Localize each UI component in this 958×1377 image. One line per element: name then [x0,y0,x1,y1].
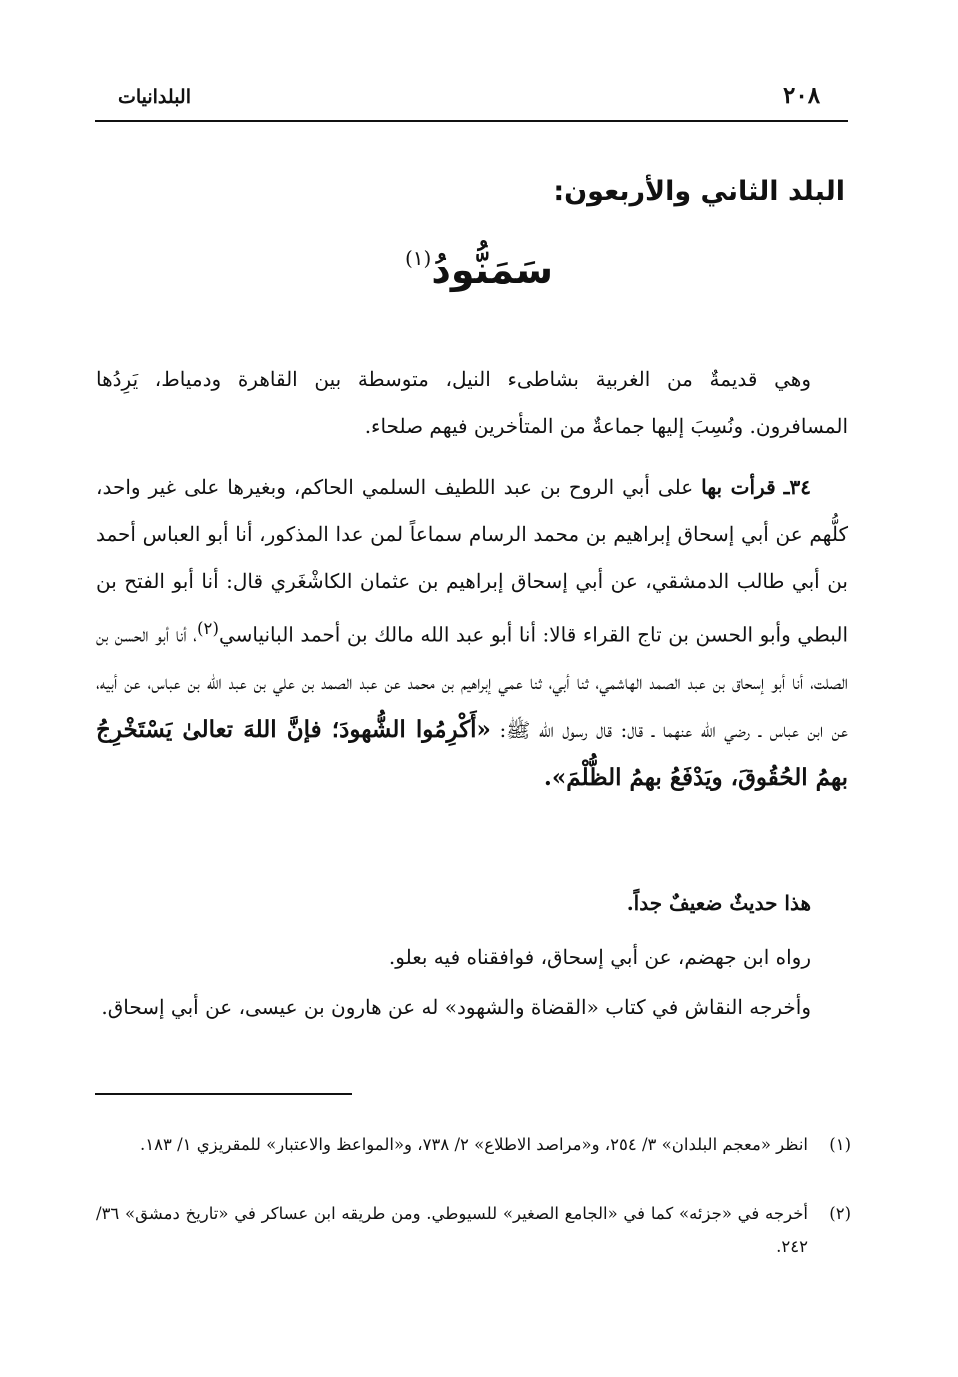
header-divider [95,120,848,122]
takhrij-note: وأخرجه النقاش في كتاب «القضاة والشهود» له عن هارون بن عيسى، عن أبي إسحاق. [101,995,811,1019]
intro-paragraph: وهي قديمةٌ من الغربية بشاطىء النيل، متوسطة بين القاهرة ودمياط، يَرِدُها المسافرون. ونُسِبَ إليها جماعةٌ من المتأخرين فيهم صلحاء. [96,367,848,438]
hadith-intro: قرأت بها [701,475,776,499]
footnote-2-number: (٢) [829,1204,851,1223]
page-number: ٢٠٨ [783,82,821,109]
hadith-number: ٣٤ـ [783,475,812,499]
footnote-2-text: أخرجه في «جزئه» كما في «الجامع الصغير» للسيوطي. ومن طريقه ابن عساكر في «تاريخ دمشق» ٣٦/ ٢٤٢. [96,1204,808,1256]
footnote-ref-2: (٢) [196,619,219,638]
place-name: سَمَنُّودُ [431,248,554,292]
hadith-text: «أَكْرِمُوا الشُّهودَ؛ فإنَّ اللهَ تعالىٰ يَسْتَخْرِجُ بهمُ الحُقُوقَ، ويَدْفَعُ بهمُ الظُّلْمَ». [96,715,848,791]
footnote-1-text: انظر «معجم البلدان» ٣/ ٢٥٤، و«مراصد الاطلاع» ٢/ ٧٣٨، و«المواعظ والاعتبار» للمقريزي ١/ ١٨٣. [139,1135,808,1154]
place-name-title [0,246,958,292]
hadith-paragraph [96,464,848,802]
hadith-isnad: على أبي الروح بن عبد اللطيف السلمي الحاكم، وبغيرها على غير واحد، كلُّهم عن أبي إسحاق إبراهيم بن محمد الرسام سماعاً لمن عدا المذكور، أنا أبو العباس أحمد بن أبي طالب الدمشقي، عن أبي إسحاق إبراهيم بن عثمان الكاشْغَري قال: أنا أبو الفتح بن البطي وأبو الحسن بن تاج القراء قالا: أنا أبو عبد الله مالك بن أحمد البانياسي [96,475,848,647]
footnote-1-number: (١) [829,1135,851,1154]
running-header-title: البلدانيات [117,86,191,108]
footnote-1 [96,1128,851,1161]
footnote-ref-1: (١) [404,246,432,270]
footnote-2 [96,1197,851,1263]
section-heading: البلد الثاني والأربعون: [553,176,845,207]
hadith-isnad-continued: ، أنا أبو الحسن بن الصلت، أنا أبو إسحاق بن عبد الصمد الهاشمي، ثنا أبي، ثنا عمي إبراهيم بن محمد عن عبد الصمد بن علي بن عبد الله بن عباس، عن أبيه، عن ابن عباس ـ رضي الله عنهما ـ قال: قال رسول الله ﷺ: [96,622,848,742]
hadith-grading: هذا حديثٌ ضعيفٌ جداً. [626,891,811,915]
narration-note: رواه ابن جهضم، عن أبي إسحاق، فوافقناه فيه بعلو. [388,945,811,969]
footnote-divider [95,1093,352,1095]
